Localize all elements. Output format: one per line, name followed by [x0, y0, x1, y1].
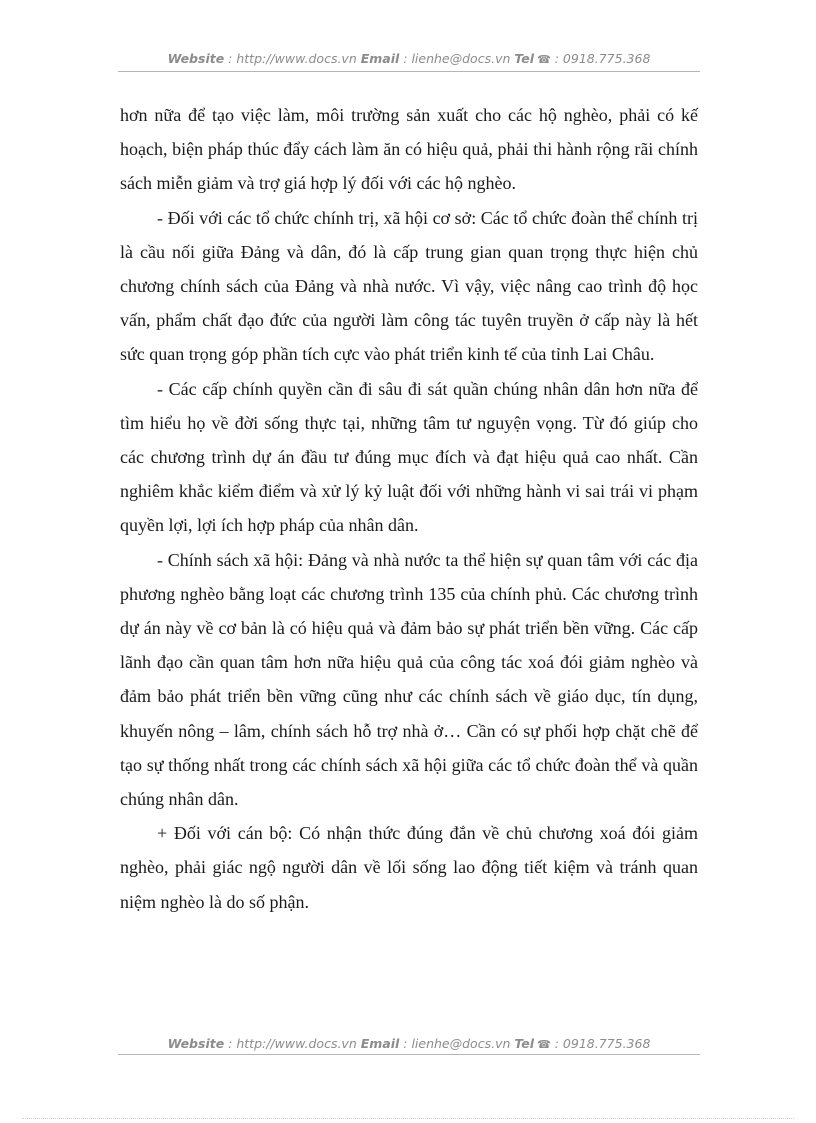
phone-icon: ☎ — [537, 53, 551, 66]
footer-email-address: : lienhe@docs.vn — [399, 1036, 515, 1051]
header-website-url: : http://www.docs.vn — [224, 51, 361, 66]
paragraph: hơn nữa để tạo việc làm, môi trường sản xuất cho các hộ nghèo, phải có kế hoạch, biện pháp thúc đẩy cách làm ăn có hiệu quả, phải thi hành rộng rãi chính sách miễn giảm và trợ giá hợp lý đối với các hộ nghèo. — [120, 105, 698, 194]
document-body — [120, 98, 698, 919]
header-email-address: : lienhe@docs.vn — [399, 51, 515, 66]
header-tel-number: : 0918.775.368 — [550, 51, 651, 66]
header-website-label: Website — [167, 51, 225, 66]
page-edge-divider — [22, 1118, 794, 1119]
footer-email-label: Email — [360, 1036, 400, 1051]
footer-website-label: Website — [167, 1036, 225, 1051]
footer-tel-label: Tel — [514, 1036, 535, 1051]
footer-tel-number: : 0918.775.368 — [550, 1036, 651, 1051]
page-footer — [118, 1036, 700, 1051]
header-email-label: Email — [360, 51, 400, 66]
paragraph: + Đối với cán bộ: Có nhận thức đúng đắn về chủ chương xoá đói giảm nghèo, phải giác ngộ người dân về lối sống lao động tiết kiệm và tránh quan niệm nghèo là do số phận. — [120, 823, 698, 912]
phone-icon: ☎ — [537, 1038, 551, 1051]
footer-divider — [118, 1054, 700, 1055]
paragraph: - Chính sách xã hội: Đảng và nhà nước ta thể hiện sự quan tâm với các địa phương nghèo bằng loạt các chương trình 135 của chính phủ. Các chương trình dự án này về cơ bản là có hiệu quả và đảm bảo sự phát triển bền vững. Các cấp lãnh đạo cần quan tâm hơn nữa hiệu quả của công tác xoá đói giảm nghèo và đảm bảo phát triển bền vững cũng như các chính sách về giáo dục, tín dụng, khuyến nông – lâm, chính sách hỗ trợ nhà ở… Cần có sự phối hợp chặt chẽ để tạo sự thống nhất trong các chính sách xã hội giữa các tổ chức đoàn thể và quần chúng nhân dân. — [120, 549, 698, 810]
page-header — [118, 51, 700, 66]
paragraph: - Các cấp chính quyền cần đi sâu đi sát quần chúng nhân dân hơn nữa để tìm hiểu họ về đời sống thực tại, những tâm tư nguyện vọng. Từ đó giúp cho các chương trình dự án đầu tư đúng mục đích và đạt hiệu quả cao nhất. Cần nghiêm khắc kiểm điểm và xử lý kỷ luật đối với những hành vi sai trái vi phạm quyền lợi, lợi ích hợp pháp của nhân dân. — [120, 378, 698, 536]
header-tel-label: Tel — [514, 51, 535, 66]
paragraph: - Đối với các tổ chức chính trị, xã hội cơ sở: Các tổ chức đoàn thể chính trị là cầu nối giữa Đảng và dân, đó là cấp trung gian quan trọng thực hiện chủ chương chính sách của Đảng và nhà nước. Vì vậy, việc nâng cao trình độ học vấn, phẩm chất đạo đức của người làm công tác tuyên truyền ở cấp này là hết sức quan trọng góp phần tích cực vào phát triển kinh tế của tỉnh Lai Châu. — [120, 207, 698, 365]
footer-website-url: : http://www.docs.vn — [224, 1036, 361, 1051]
header-divider — [118, 71, 700, 72]
